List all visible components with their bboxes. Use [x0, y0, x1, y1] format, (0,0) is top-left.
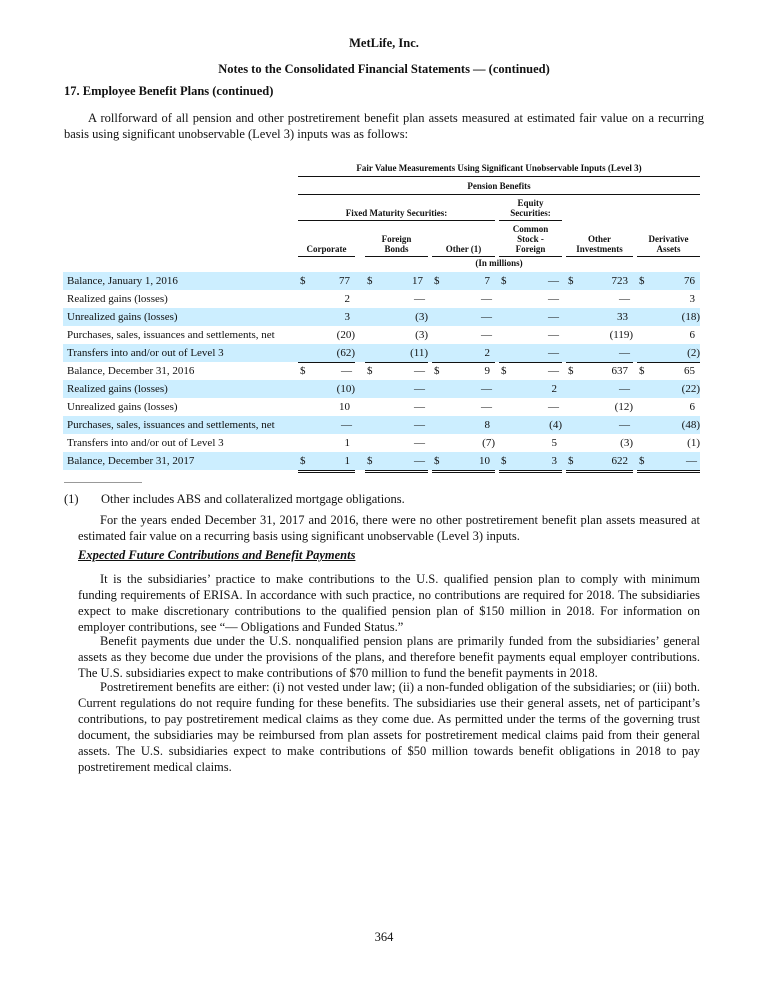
column-header-line: Foreign	[381, 234, 412, 244]
cell-value: —	[341, 419, 352, 431]
row-label: Unrealized gains (losses)	[67, 401, 178, 413]
column-header-line: Assets	[656, 244, 681, 254]
table-cell	[637, 326, 700, 344]
company-name: MetLife, Inc.	[349, 36, 419, 50]
table-cell	[365, 362, 428, 380]
cell-value: (3)	[620, 437, 633, 449]
cell-value: —	[481, 293, 492, 305]
cell-value: —	[548, 401, 559, 413]
divider	[298, 176, 700, 177]
table-cell	[298, 452, 355, 473]
table-cell	[566, 362, 633, 380]
table-group-header: Pension Benefits	[467, 181, 531, 191]
table-cell	[499, 326, 562, 344]
table-cell	[432, 398, 495, 416]
cell-value: 2	[484, 347, 490, 359]
table-cell	[566, 290, 633, 308]
cell-value: (48)	[681, 419, 700, 431]
cell-value: (18)	[681, 311, 700, 323]
table-cell	[365, 416, 428, 434]
table-cell	[637, 416, 700, 434]
divider	[298, 220, 495, 221]
table-cell	[432, 452, 495, 473]
table-cell	[298, 344, 355, 363]
table-row	[63, 308, 700, 326]
cell-value: —	[686, 455, 697, 467]
cell-value: 65	[684, 365, 695, 377]
table-row	[63, 326, 700, 344]
cell-value: (3)	[415, 311, 428, 323]
equity-header	[499, 198, 562, 218]
cell-value: (3)	[415, 329, 428, 341]
dollar-sign: $	[367, 365, 373, 377]
table-row	[63, 452, 700, 470]
dollar-sign: $	[501, 275, 507, 287]
column-header-line: Stock -	[517, 234, 544, 244]
table-cell	[566, 380, 633, 398]
cell-value: —	[341, 365, 352, 377]
column-header	[298, 244, 355, 254]
column-header-line: Corporate	[306, 244, 347, 254]
cell-value: —	[481, 401, 492, 413]
divider	[432, 256, 495, 257]
table-cell	[499, 380, 562, 398]
table-row	[63, 434, 700, 452]
cell-value: —	[548, 293, 559, 305]
table-cell	[566, 452, 633, 473]
table-cell	[365, 308, 428, 326]
cell-value: (1)	[687, 437, 700, 449]
table-title: Fair Value Measurements Using Significant Unobservable Inputs (Level 3)	[356, 163, 642, 173]
table-cell	[365, 290, 428, 308]
table-row	[63, 344, 700, 362]
cell-value: —	[481, 311, 492, 323]
dollar-sign: $	[568, 365, 574, 377]
cell-value: 8	[484, 419, 490, 431]
equity-header-line: Securities:	[510, 208, 551, 218]
page-number: 364	[374, 930, 394, 944]
table-cell	[499, 344, 562, 363]
table-cell	[499, 452, 562, 473]
table-cell	[499, 290, 562, 308]
cell-value: (4)	[549, 419, 562, 431]
table-cell	[365, 380, 428, 398]
table-cell	[637, 344, 700, 363]
table-cell	[637, 362, 700, 380]
dollar-sign: $	[501, 455, 507, 467]
row-label: Purchases, sales, issuances and settlements, net	[67, 329, 275, 341]
cell-value: (20)	[336, 329, 355, 341]
table-cell	[432, 290, 495, 308]
table-cell	[365, 452, 428, 473]
table-row	[63, 398, 700, 416]
table-cell	[637, 308, 700, 326]
table-cell	[499, 308, 562, 326]
column-header-line: Bonds	[384, 244, 409, 254]
column-header	[499, 224, 562, 254]
cell-value: 723	[611, 275, 628, 287]
cell-value: 5	[551, 437, 557, 449]
cell-value: —	[414, 293, 425, 305]
row-label: Balance, December 31, 2017	[67, 455, 195, 467]
cell-value: (119)	[609, 329, 633, 341]
cell-value: 7	[484, 275, 490, 287]
cell-value: —	[548, 329, 559, 341]
cell-value: 17	[412, 275, 423, 287]
section-heading: 17. Employee Benefit Plans (continued)	[64, 84, 274, 98]
row-label: Balance, December 31, 2016	[67, 365, 195, 377]
table-cell	[566, 344, 633, 363]
cell-value: 622	[611, 455, 628, 467]
table-cell	[432, 380, 495, 398]
table-row	[63, 362, 700, 380]
cell-value: 637	[611, 365, 628, 377]
dollar-sign: $	[434, 455, 440, 467]
cell-value: (10)	[336, 383, 355, 395]
table-cell	[637, 380, 700, 398]
dollar-sign: $	[367, 455, 373, 467]
table-cell	[566, 308, 633, 326]
table-cell	[365, 434, 428, 453]
equity-header-line: Equity	[517, 198, 544, 208]
table-cell	[637, 272, 700, 290]
table-cell	[365, 344, 428, 363]
table-cell	[499, 272, 562, 290]
table-cell	[432, 326, 495, 344]
divider	[365, 256, 428, 257]
divider	[499, 220, 562, 221]
dollar-sign: $	[639, 455, 645, 467]
dollar-sign: $	[434, 275, 440, 287]
subheading: Expected Future Contributions and Benefit Payments	[78, 548, 356, 562]
cell-value: —	[414, 437, 425, 449]
table-cell	[499, 362, 562, 380]
cell-value: —	[481, 383, 492, 395]
cell-value: —	[414, 455, 425, 467]
table-cell	[499, 398, 562, 416]
table-cell	[298, 416, 355, 434]
units-label: (In millions)	[475, 258, 523, 268]
cell-value: (2)	[687, 347, 700, 359]
table-row	[63, 272, 700, 290]
table-cell	[499, 434, 562, 453]
cell-value: 2	[551, 383, 557, 395]
row-label: Transfers into and/or out of Level 3	[67, 437, 224, 449]
notes-title: Notes to the Consolidated Financial Statements — (continued)	[218, 62, 550, 76]
column-header	[637, 234, 700, 254]
cell-value: (7)	[482, 437, 495, 449]
column-header-line: Foreign	[515, 244, 546, 254]
row-label: Balance, January 1, 2016	[67, 275, 178, 287]
table-cell	[566, 272, 633, 290]
cell-value: 3	[344, 311, 350, 323]
cell-value: —	[619, 347, 630, 359]
table-cell	[566, 416, 633, 434]
cell-value: 9	[484, 365, 490, 377]
table-cell	[298, 290, 355, 308]
cell-value: —	[414, 365, 425, 377]
divider	[566, 256, 633, 257]
table-cell	[298, 380, 355, 398]
table-cell	[432, 344, 495, 363]
table-cell	[298, 272, 355, 290]
dollar-sign: $	[639, 365, 645, 377]
table-cell	[637, 434, 700, 453]
fixed-maturity-header: Fixed Maturity Securities:	[345, 208, 448, 218]
cell-value: 6	[689, 329, 695, 341]
dollar-sign: $	[367, 275, 373, 287]
footnote-mark: (1)	[64, 492, 79, 506]
divider	[298, 194, 700, 195]
cell-value: 6	[689, 401, 695, 413]
table-cell	[566, 434, 633, 453]
cell-value: 10	[479, 455, 490, 467]
column-header	[566, 234, 633, 254]
table-cell	[365, 398, 428, 416]
cell-value: —	[619, 419, 630, 431]
cell-value: —	[548, 275, 559, 287]
table-row	[63, 290, 700, 308]
dollar-sign: $	[434, 365, 440, 377]
row-label: Purchases, sales, issuances and settlements, net	[67, 419, 275, 431]
table-row	[63, 380, 700, 398]
table-cell	[432, 434, 495, 453]
cell-value: 1	[344, 455, 350, 467]
table-cell	[298, 308, 355, 326]
divider	[637, 256, 700, 257]
table-cell	[637, 452, 700, 473]
table-cell	[365, 326, 428, 344]
row-label: Unrealized gains (losses)	[67, 311, 178, 323]
cell-value: 3	[551, 455, 557, 467]
cell-value: 76	[684, 275, 695, 287]
column-header	[365, 234, 428, 254]
table-cell	[566, 326, 633, 344]
cell-value: 33	[617, 311, 628, 323]
table-cell	[298, 362, 355, 380]
cell-value: 10	[339, 401, 350, 413]
column-header-line: Derivative	[648, 234, 689, 244]
dollar-sign: $	[300, 275, 306, 287]
table-cell	[432, 308, 495, 326]
dollar-sign: $	[568, 275, 574, 287]
cell-value: 1	[344, 437, 350, 449]
cell-value: (22)	[681, 383, 700, 395]
dollar-sign: $	[300, 455, 306, 467]
cell-value: —	[481, 329, 492, 341]
paragraph-postretirement: Postretirement benefits are either: (i) not vested under law; (ii) a non-funded obligation of the subsidiaries; or (iii) both. Current regulations do not require funding for these benefits. The subsidiaries use their general assets, net of participant’s contributions, to pay postretirement medical claims as they come due. As permitted under the terms of the governing trust document, the subsidiaries may be reimbursed from plan assets for postretirement medical claims paid from their general assets. The U.S. subsidiaries expect to make contributions of $50 million towards benefit obligations in 2018 to pay postretirement medical claims.	[78, 680, 700, 774]
paragraph-contributions: It is the subsidiaries’ practice to make contributions to the U.S. qualified pension plan to comply with minimum funding requirements of ERISA. In accordance with such practice, no contributions are required for 2018. The subsidiaries expect to make discretionary contributions to the qualified pension plan of $150 million in 2018. For information on employer contributions, see “— Obligations and Funded Status.”	[78, 572, 700, 634]
cell-value: —	[619, 383, 630, 395]
footnote-text: Other includes ABS and collateralized mortgage obligations.	[101, 492, 405, 506]
column-header-line: Other (1)	[445, 244, 482, 254]
table-cell	[566, 398, 633, 416]
cell-value: (11)	[410, 347, 428, 359]
cell-value: —	[414, 383, 425, 395]
cell-value: —	[548, 347, 559, 359]
dollar-sign: $	[300, 365, 306, 377]
column-header-line: Other	[588, 234, 611, 244]
row-label: Realized gains (losses)	[67, 293, 168, 305]
table-cell	[637, 398, 700, 416]
table-cell	[637, 290, 700, 308]
cell-value: —	[414, 401, 425, 413]
table-cell	[298, 326, 355, 344]
row-label: Transfers into and/or out of Level 3	[67, 347, 224, 359]
cell-value: —	[619, 293, 630, 305]
table-cell	[432, 272, 495, 290]
cell-value: —	[414, 419, 425, 431]
cell-value: 3	[689, 293, 695, 305]
divider	[499, 256, 562, 257]
paragraph-benefit-payments: Benefit payments due under the U.S. nonqualified pension plans are primarily funded from the subsidiaries’ general assets as they become due under the provisions of the plans, and therefore benefit payments equal employer contributions. The U.S. subsidiaries expect to make contributions of $70 million to fund the benefit payments in 2018.	[78, 634, 700, 680]
column-header-line: Investments	[576, 244, 623, 254]
cell-value: —	[548, 365, 559, 377]
table-cell	[298, 398, 355, 416]
dollar-sign: $	[568, 455, 574, 467]
cell-value: 77	[339, 275, 350, 287]
divider	[298, 256, 355, 257]
row-label: Realized gains (losses)	[67, 383, 168, 395]
intro-paragraph: A rollforward of all pension and other postretirement benefit plan assets measured at estimated fair value on a recurring basis using significant unobservable (Level 3) inputs was as follows:	[64, 111, 704, 141]
dollar-sign: $	[639, 275, 645, 287]
table-cell	[365, 272, 428, 290]
table-cell	[432, 416, 495, 434]
table-row	[63, 416, 700, 434]
footnote-divider	[64, 482, 142, 483]
table-cell	[499, 416, 562, 434]
table-cell	[432, 362, 495, 380]
column-header	[432, 244, 495, 254]
cell-value: (62)	[336, 347, 355, 359]
other-postretirement-paragraph: For the years ended December 31, 2017 and 2016, there were no other postretirement benefit plan assets measured at estimated fair value on a recurring basis using significant unobservable (Level 3) inputs.	[78, 513, 700, 543]
dollar-sign: $	[501, 365, 507, 377]
cell-value: 2	[344, 293, 350, 305]
column-header-line: Common	[512, 224, 549, 234]
table-cell	[298, 434, 355, 453]
cell-value: (12)	[614, 401, 633, 413]
cell-value: —	[548, 311, 559, 323]
